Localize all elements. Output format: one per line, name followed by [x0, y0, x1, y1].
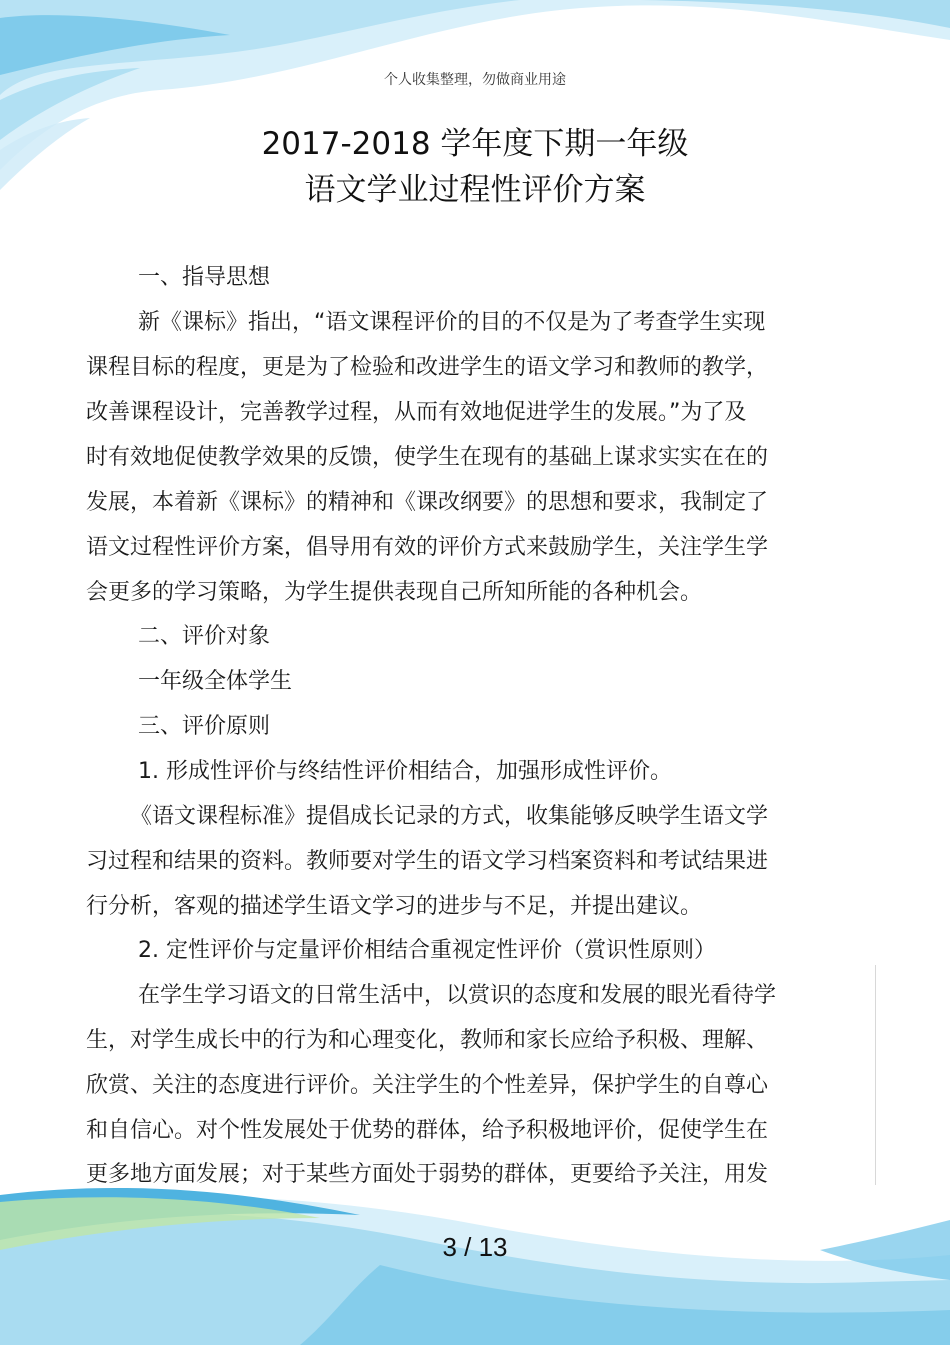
margin-rule: [875, 965, 876, 1185]
body-text-line: 行分析，客观的描述学生语文学习的进步与不足，并提出建议。: [86, 894, 703, 919]
body-text-line: 《语文课程标准》提倡成长记录的方式，收集能够反映学生语文学: [130, 804, 769, 829]
body-text-line: 和自信心。对个性发展处于优势的群体，给予积极地评价，促使学生在: [86, 1118, 769, 1143]
document-title-line1: 2017-2018 学年度下期一年级: [261, 126, 689, 162]
section-heading: 一、指导思想: [138, 265, 271, 290]
body-text-line: 新《课标》指出，“语文课程评价的目的不仅是为了考查学生实现: [138, 310, 766, 335]
body-text-line: 会更多的学习策略，为学生提供表现自己所知所能的各种机会。: [86, 580, 703, 605]
body-text-line: 欣赏、关注的态度进行评价。关注学生的个性差异，保护学生的自尊心: [86, 1073, 769, 1098]
body-text-line: 课程目标的程度，更是为了检验和改进学生的语文学习和教师的教学，: [86, 355, 769, 380]
body-text-line: 时有效地促使教学效果的反馈，使学生在现有的基础上谋求实实在在的: [86, 445, 769, 470]
body-text-line: 发展，本着新《课标》的精神和《课改纲要》的思想和要求，我制定了: [86, 490, 769, 515]
body-text-line: 习过程和结果的资料。教师要对学生的语文学习档案资料和考试结果进: [86, 849, 769, 874]
body-text-line: 在学生学习语文的日常生活中，以赏识的态度和发展的眼光看待学: [138, 983, 777, 1008]
subsection-heading: 1. 形成性评价与终结性评价相结合，加强形成性评价。: [138, 759, 672, 784]
body-text-line: 语文过程性评价方案，倡导用有效的评价方式来鼓励学生，关注学生学: [86, 535, 769, 560]
page-number: 3 / 13: [442, 1232, 508, 1262]
body-text-line: 生，对学生成长中的行为和心理变化，教师和家长应给予积极、理解、: [86, 1028, 769, 1053]
body-text-line: 改善课程设计，完善教学过程，从而有效地促进学生的发展。”为了及: [86, 400, 747, 425]
subsection-heading: 2. 定性评价与定量评价相结合重视定性评价（赏识性原则）: [138, 938, 716, 963]
body-text-line: 一年级全体学生: [138, 669, 293, 694]
body-text-line: 更多地方面发展；对于某些方面处于弱势的群体，更要给予关注，用发: [86, 1162, 769, 1187]
document-title-line2: 语文学业过程性评价方案: [304, 172, 646, 208]
section-heading: 二、评价对象: [138, 624, 271, 649]
watermark-text: 个人收集整理，勿做商业用途: [384, 72, 566, 88]
section-heading: 三、评价原则: [138, 714, 271, 739]
